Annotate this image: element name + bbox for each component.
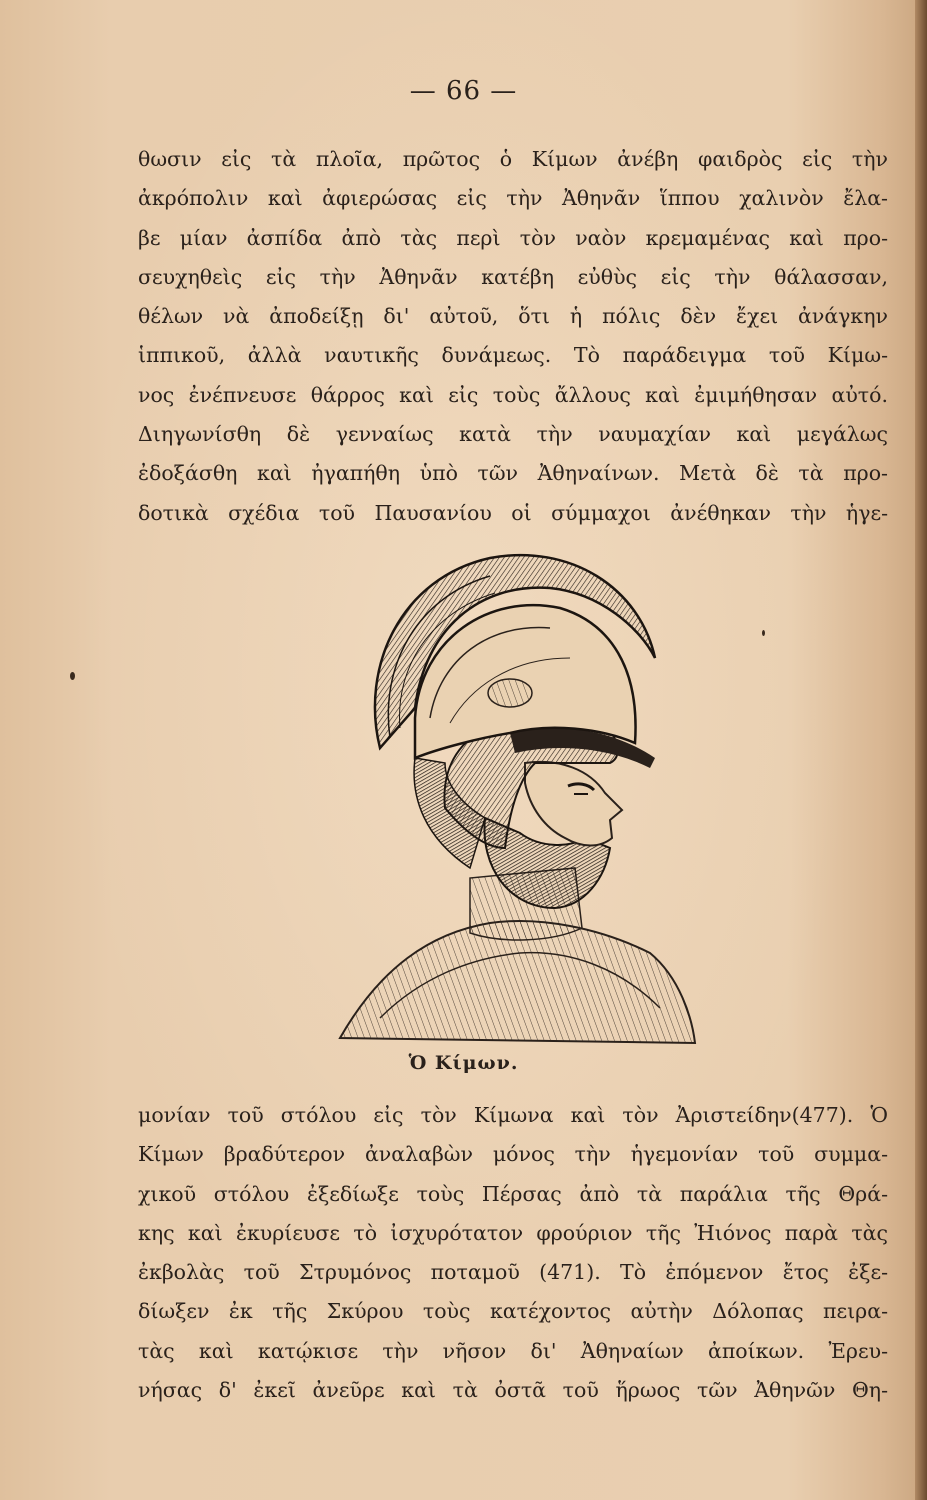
text-line: κης καὶ ἐκυρίευσε τὸ ἰσχυρότατον φρούριον τῆς Ἠιόνος παρὰ τὰς	[138, 1220, 888, 1245]
page-edge-shadow	[915, 0, 927, 1500]
text-line: ἐκβολὰς τοῦ Στρυμόνος ποταμοῦ (471). Τὸ ἑπόμενον ἔτος ἐξε-	[138, 1260, 888, 1285]
text-line: βε μίαν ἀσπίδα ἀπὸ τὰς περὶ τὸν ναὸν κρεμαμένας καὶ προ-	[138, 225, 888, 250]
figure-caption: Ὁ Κίμων.	[408, 1052, 519, 1074]
page-number: — 66 —	[409, 76, 518, 106]
paragraph-top	[138, 140, 888, 533]
text-line: νήσας δ' ἐκεῖ ἀνεῦρε καὶ τὰ ὀστᾶ τοῦ ἥρωος τῶν Ἀθηνῶν Θη-	[138, 1378, 888, 1403]
text-line: μονίαν τοῦ στόλου εἰς τὸν Κίμωνα καὶ τὸν Ἀριστείδην(477). Ὁ	[138, 1103, 888, 1127]
text-line: Κίμων βραδύτερον ἀναλαβὼν μόνος τὴν ἡγεμονίαν τοῦ συμμα-	[138, 1142, 888, 1167]
text-line: χικοῦ στόλου ἐξεδίωξε τοὺς Πέρσας ἀπὸ τὰ παράλια τῆς Θρά-	[138, 1181, 888, 1206]
text-line: τὰς καὶ κατῴκισε τὴν νῆσον δι' Ἀθηναίων ἀποίκων. Ἐρευ-	[138, 1338, 888, 1363]
text-line: ἐδοξάσθη καὶ ἠγαπήθη ὑπὸ τῶν Ἀθηναίνων. Μετὰ δὲ τὰ προ-	[138, 461, 888, 486]
text-line: ἀκρόπολιν καὶ ἀφιερώσας εἰς τὴν Ἀθηνᾶν ἵππου χαλινὸν ἔλα-	[138, 186, 888, 211]
text-line: νος ἐνέπνευσε θάρρος καὶ εἰς τοὺς ἄλλους καὶ ἐμιμήθησαν αὐτό.	[138, 382, 888, 407]
text-line: δοτικὰ σχέδια τοῦ Παυσανίου οἱ σύμμαχοι ἀνέθηκαν τὴν ἡγε-	[138, 500, 888, 525]
text-line: Διηγωνίσθη δὲ γενναίως κατὰ τὴν ναυμαχίαν καὶ μεγάλως	[138, 422, 888, 447]
text-line: ἱππικοῦ, ἀλλὰ ναυτικῆς δυνάμεως. Τὸ παράδειγμα τοῦ Κίμω-	[138, 343, 888, 368]
kimon-portrait-engraving	[320, 548, 700, 1048]
text-line: θέλων νὰ ἀποδείξῃ δι' αὐτοῦ, ὅτι ἡ πόλις δὲν ἔχει ἀνάγκην	[138, 304, 888, 329]
text-line: σευχηθεὶς εἰς τὴν Ἀθηνᾶν κατέβη εὐθὺς εἰς τὴν θάλασσαν,	[138, 264, 888, 289]
paragraph-bottom	[138, 1096, 888, 1410]
ink-speck	[70, 672, 75, 680]
text-line: δίωξεν ἐκ τῆς Σκύρου τοὺς κατέχοντος αὐτὴν Δόλοπας πειρα-	[138, 1299, 888, 1324]
ink-speck	[762, 630, 765, 636]
text-line: θωσιν εἰς τὰ πλοῖα, πρῶτος ὁ Κίμων ἀνέβη φαιδρὸς εἰς τὴν	[138, 147, 888, 171]
